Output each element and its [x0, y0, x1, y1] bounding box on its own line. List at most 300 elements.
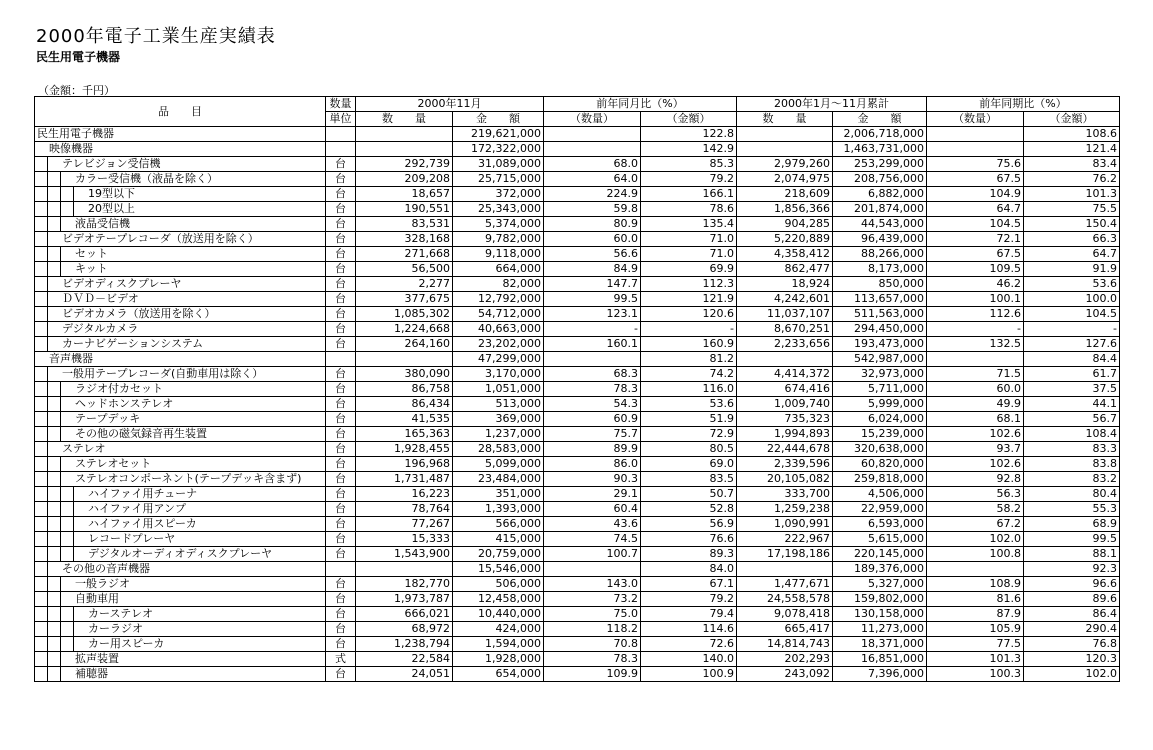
hierarchy-indent [47, 247, 60, 261]
month-ratio-amount-cell: 83.5 [641, 472, 737, 487]
month-qty-cell: 666,021 [356, 607, 453, 622]
hierarchy-indent [47, 667, 60, 681]
header-cum-ratio-qty: （数量） [927, 112, 1024, 127]
hierarchy-indent [35, 187, 47, 201]
month-amount-cell: 54,712,000 [453, 307, 544, 322]
item-name-cell [35, 232, 326, 247]
item-name: カラー受信機（液晶を除く） [75, 172, 218, 185]
cum-ratio-amount-cell: 56.7 [1024, 412, 1120, 427]
hierarchy-indent [47, 607, 60, 621]
cum-qty-cell [737, 562, 833, 577]
hierarchy-indent [60, 247, 73, 261]
cum-ratio-amount-cell: 121.4 [1024, 142, 1120, 157]
item-name-cell [35, 337, 326, 352]
cum-ratio-qty-cell: 104.5 [927, 217, 1024, 232]
cum-amount-cell: 6,593,000 [833, 517, 927, 532]
cum-amount-cell: 22,959,000 [833, 502, 927, 517]
month-ratio-qty-cell: 118.2 [544, 622, 641, 637]
cum-ratio-amount-cell: 55.3 [1024, 502, 1120, 517]
item-name: カーナビゲーションシステム [62, 337, 204, 350]
item-name-cell [35, 622, 326, 637]
month-amount-cell: 372,000 [453, 187, 544, 202]
cum-ratio-qty-cell: 49.9 [927, 397, 1024, 412]
month-amount-cell: 1,928,000 [453, 652, 544, 667]
hierarchy-indent [47, 442, 60, 456]
month-qty-cell: 380,090 [356, 367, 453, 382]
cum-ratio-qty-cell: 75.6 [927, 157, 1024, 172]
month-ratio-qty-cell: 68.3 [544, 367, 641, 382]
item-name: ビデオカメラ（放送用を除く） [62, 307, 216, 320]
unit-cell: 台 [326, 637, 356, 652]
item-name: 一般ラジオ [75, 577, 130, 590]
month-amount-cell: 566,000 [453, 517, 544, 532]
cum-ratio-amount-cell: 91.9 [1024, 262, 1120, 277]
unit-cell: 台 [326, 337, 356, 352]
month-ratio-amount-cell: 85.3 [641, 157, 737, 172]
table-row [35, 367, 1120, 382]
hierarchy-indent [35, 397, 47, 411]
month-ratio-amount-cell: 135.4 [641, 217, 737, 232]
month-qty-cell [356, 352, 453, 367]
table-row [35, 397, 1120, 412]
month-ratio-amount-cell: 78.6 [641, 202, 737, 217]
cum-qty-cell [737, 127, 833, 142]
cum-amount-cell: 18,371,000 [833, 637, 927, 652]
cum-qty-cell: 1,090,991 [737, 517, 833, 532]
cum-qty-cell: 1,477,671 [737, 577, 833, 592]
table-row [35, 247, 1120, 262]
month-ratio-amount-cell: 140.0 [641, 652, 737, 667]
unit-cell: 台 [326, 487, 356, 502]
item-name-cell [35, 637, 326, 652]
cum-qty-cell: 20,105,082 [737, 472, 833, 487]
month-ratio-amount-cell: 76.6 [641, 532, 737, 547]
cum-qty-cell: 9,078,418 [737, 607, 833, 622]
month-ratio-qty-cell: 60.9 [544, 412, 641, 427]
item-name-cell [35, 292, 326, 307]
month-amount-cell: 9,782,000 [453, 232, 544, 247]
cum-ratio-amount-cell: 108.6 [1024, 127, 1120, 142]
hierarchy-indent [60, 547, 73, 561]
month-qty-cell: 1,224,668 [356, 322, 453, 337]
cum-qty-cell: 8,670,251 [737, 322, 833, 337]
cum-ratio-amount-cell: 44.1 [1024, 397, 1120, 412]
cum-ratio-amount-cell: 99.5 [1024, 532, 1120, 547]
cum-ratio-qty-cell: 67.2 [927, 517, 1024, 532]
item-name: ビデオテープレコーダ（放送用を除く） [62, 232, 259, 245]
header-item: 品 目 [35, 97, 326, 127]
unit-cell: 台 [326, 322, 356, 337]
month-qty-cell: 182,770 [356, 577, 453, 592]
month-amount-cell: 1,237,000 [453, 427, 544, 442]
hierarchy-indent [35, 232, 47, 246]
hierarchy-indent [60, 457, 73, 471]
hierarchy-indent [35, 157, 47, 171]
cum-ratio-amount-cell: 83.8 [1024, 457, 1120, 472]
item-name: ハイファイ用アンプ [88, 502, 187, 515]
unit-cell: 台 [326, 367, 356, 382]
cum-ratio-qty-cell: 100.1 [927, 292, 1024, 307]
cum-ratio-amount-cell: 83.4 [1024, 157, 1120, 172]
hierarchy-indent [60, 487, 73, 501]
month-amount-cell: 23,484,000 [453, 472, 544, 487]
month-qty-cell: 86,434 [356, 397, 453, 412]
item-name-cell [35, 187, 326, 202]
table-row [35, 502, 1120, 517]
item-name: 液晶受信機 [75, 217, 130, 230]
item-name-cell [35, 532, 326, 547]
table-row [35, 442, 1120, 457]
hierarchy-indent [35, 382, 47, 396]
month-ratio-amount-cell: 52.8 [641, 502, 737, 517]
table-row [35, 547, 1120, 562]
table-row [35, 637, 1120, 652]
item-name: デジタルオーディオディスクプレーヤ [88, 547, 273, 560]
item-name-cell [35, 127, 326, 142]
cum-amount-cell: 5,615,000 [833, 532, 927, 547]
item-name: ＤＶＤ－ビデオ [62, 292, 139, 305]
cum-qty-cell: 904,285 [737, 217, 833, 232]
cum-ratio-amount-cell: 108.4 [1024, 427, 1120, 442]
hierarchy-indent [35, 367, 47, 381]
table-row [35, 127, 1120, 142]
cum-ratio-amount-cell: 53.6 [1024, 277, 1120, 292]
cum-ratio-amount-cell: 61.7 [1024, 367, 1120, 382]
cum-ratio-amount-cell: 64.7 [1024, 247, 1120, 262]
month-ratio-qty-cell: 60.4 [544, 502, 641, 517]
unit-cell: 台 [326, 442, 356, 457]
cum-ratio-qty-cell: 102.6 [927, 427, 1024, 442]
cum-ratio-qty-cell: 67.5 [927, 247, 1024, 262]
cum-qty-cell: 14,814,743 [737, 637, 833, 652]
hierarchy-indent [47, 232, 60, 246]
month-amount-cell: 25,343,000 [453, 202, 544, 217]
hierarchy-indent [35, 622, 47, 636]
cum-qty-cell: 4,414,372 [737, 367, 833, 382]
item-name-cell [35, 202, 326, 217]
month-amount-cell: 3,170,000 [453, 367, 544, 382]
month-qty-cell: 1,085,302 [356, 307, 453, 322]
hierarchy-indent [47, 487, 60, 501]
month-qty-cell: 18,657 [356, 187, 453, 202]
table-row [35, 517, 1120, 532]
cum-qty-cell: 202,293 [737, 652, 833, 667]
item-name: その他の磁気録音再生装置 [75, 427, 207, 440]
item-name: ラジオ付カセット [75, 382, 163, 395]
header-month-qty: 数 量 [356, 112, 453, 127]
hierarchy-indent [60, 532, 73, 546]
hierarchy-indent [35, 457, 47, 471]
month-qty-cell: 56,500 [356, 262, 453, 277]
month-ratio-qty-cell: 143.0 [544, 577, 641, 592]
item-name: カーステレオ [88, 607, 154, 620]
cum-ratio-amount-cell: 127.6 [1024, 337, 1120, 352]
item-name-cell [35, 547, 326, 562]
unit-cell: 台 [326, 157, 356, 172]
month-ratio-amount-cell: 120.6 [641, 307, 737, 322]
production-table [34, 96, 1120, 682]
hierarchy-indent [35, 202, 47, 216]
item-name-cell [35, 487, 326, 502]
month-ratio-qty-cell: 99.5 [544, 292, 641, 307]
cum-amount-cell: 15,239,000 [833, 427, 927, 442]
cum-ratio-amount-cell: 86.4 [1024, 607, 1120, 622]
item-name: デジタルカメラ [62, 322, 139, 335]
unit-cell: 台 [326, 397, 356, 412]
cum-ratio-qty-cell: 92.8 [927, 472, 1024, 487]
item-name-cell [35, 652, 326, 667]
month-ratio-amount-cell: 160.9 [641, 337, 737, 352]
month-ratio-amount-cell: 53.6 [641, 397, 737, 412]
month-ratio-qty-cell: 54.3 [544, 397, 641, 412]
header-cum-qty: 数 量 [737, 112, 833, 127]
hierarchy-indent [60, 382, 73, 396]
item-name-cell [35, 577, 326, 592]
cum-ratio-qty-cell: 100.8 [927, 547, 1024, 562]
hierarchy-indent [73, 547, 86, 561]
hierarchy-indent [35, 547, 47, 561]
cum-ratio-qty-cell: 132.5 [927, 337, 1024, 352]
month-qty-cell: 68,972 [356, 622, 453, 637]
month-amount-cell: 172,322,000 [453, 142, 544, 157]
cum-amount-cell: 320,638,000 [833, 442, 927, 457]
table-row [35, 157, 1120, 172]
cum-qty-cell: 2,233,656 [737, 337, 833, 352]
unit-cell: 台 [326, 622, 356, 637]
item-name: テープデッキ [75, 412, 141, 425]
month-ratio-amount-cell: 69.9 [641, 262, 737, 277]
month-qty-cell: 22,584 [356, 652, 453, 667]
unit-cell: 台 [326, 577, 356, 592]
cum-ratio-amount-cell: 88.1 [1024, 547, 1120, 562]
cum-ratio-qty-cell: 56.3 [927, 487, 1024, 502]
item-name: 自動車用 [75, 592, 119, 605]
hierarchy-indent [35, 502, 47, 516]
month-ratio-qty-cell: 78.3 [544, 652, 641, 667]
month-qty-cell [356, 142, 453, 157]
month-ratio-qty-cell: 160.1 [544, 337, 641, 352]
cum-ratio-qty-cell: 108.9 [927, 577, 1024, 592]
cum-ratio-qty-cell: 67.5 [927, 172, 1024, 187]
cum-amount-cell: 193,473,000 [833, 337, 927, 352]
cum-ratio-qty-cell: 87.9 [927, 607, 1024, 622]
month-ratio-qty-cell: 90.3 [544, 472, 641, 487]
item-name: ビデオディスクプレーヤ [62, 277, 182, 290]
unit-cell: 台 [326, 262, 356, 277]
cum-amount-cell: 8,173,000 [833, 262, 927, 277]
month-ratio-amount-cell: 74.2 [641, 367, 737, 382]
unit-cell: 台 [326, 667, 356, 682]
month-ratio-qty-cell [544, 142, 641, 157]
item-name-cell [35, 472, 326, 487]
month-ratio-amount-cell: 114.6 [641, 622, 737, 637]
cum-amount-cell: 88,266,000 [833, 247, 927, 262]
item-name: 音声機器 [49, 352, 93, 365]
hierarchy-indent [47, 382, 60, 396]
month-amount-cell: 20,759,000 [453, 547, 544, 562]
unit-cell: 台 [326, 412, 356, 427]
hierarchy-indent [60, 397, 73, 411]
month-ratio-qty-cell: 100.7 [544, 547, 641, 562]
table-row [35, 457, 1120, 472]
hierarchy-indent [47, 202, 60, 216]
cum-qty-cell: 22,444,678 [737, 442, 833, 457]
cum-amount-cell: 201,874,000 [833, 202, 927, 217]
hierarchy-indent [73, 532, 86, 546]
month-amount-cell: 369,000 [453, 412, 544, 427]
hierarchy-indent [47, 337, 60, 351]
table-row [35, 607, 1120, 622]
item-name-cell [35, 607, 326, 622]
month-ratio-qty-cell: 43.6 [544, 517, 641, 532]
item-name: 一般用テープレコーダ(自動車用は除く） [62, 367, 264, 380]
item-name-cell [35, 592, 326, 607]
hierarchy-indent [47, 577, 60, 591]
item-name-cell [35, 262, 326, 277]
month-ratio-amount-cell: 121.9 [641, 292, 737, 307]
hierarchy-indent [47, 322, 60, 336]
month-amount-cell: 219,621,000 [453, 127, 544, 142]
item-name: ハイファイ用スピーカ [88, 517, 197, 530]
month-amount-cell: 513,000 [453, 397, 544, 412]
item-name-cell [35, 502, 326, 517]
cum-ratio-qty-cell: 104.9 [927, 187, 1024, 202]
month-qty-cell: 83,531 [356, 217, 453, 232]
month-qty-cell [356, 127, 453, 142]
month-qty-cell: 86,758 [356, 382, 453, 397]
table-row [35, 172, 1120, 187]
cum-amount-cell: 5,999,000 [833, 397, 927, 412]
month-ratio-amount-cell: 56.9 [641, 517, 737, 532]
cum-amount-cell: 5,327,000 [833, 577, 927, 592]
month-qty-cell: 16,223 [356, 487, 453, 502]
hierarchy-indent [47, 412, 60, 426]
month-qty-cell: 271,668 [356, 247, 453, 262]
month-ratio-qty-cell [544, 562, 641, 577]
month-amount-cell: 82,000 [453, 277, 544, 292]
month-ratio-qty-cell: 73.2 [544, 592, 641, 607]
month-qty-cell: 292,739 [356, 157, 453, 172]
unit-cell [326, 352, 356, 367]
item-name: レコードプレーヤ [88, 532, 176, 545]
unit-cell: 台 [326, 172, 356, 187]
hierarchy-indent [47, 172, 60, 186]
month-qty-cell: 77,267 [356, 517, 453, 532]
month-qty-cell: 196,968 [356, 457, 453, 472]
month-ratio-qty-cell: 64.0 [544, 172, 641, 187]
month-ratio-qty-cell: 75.7 [544, 427, 641, 442]
hierarchy-indent [47, 217, 60, 231]
table-row [35, 487, 1120, 502]
cum-qty-cell: 4,358,412 [737, 247, 833, 262]
cum-qty-cell: 2,339,596 [737, 457, 833, 472]
cum-qty-cell: 222,967 [737, 532, 833, 547]
month-amount-cell: 654,000 [453, 667, 544, 682]
table-row [35, 622, 1120, 637]
unit-cell: 台 [326, 547, 356, 562]
cum-ratio-qty-cell: 81.6 [927, 592, 1024, 607]
month-amount-cell: 351,000 [453, 487, 544, 502]
month-ratio-qty-cell [544, 127, 641, 142]
month-ratio-amount-cell: 112.3 [641, 277, 737, 292]
table-row [35, 562, 1120, 577]
hierarchy-indent [47, 457, 60, 471]
cum-ratio-amount-cell: 83.2 [1024, 472, 1120, 487]
hierarchy-indent [35, 487, 47, 501]
month-ratio-qty-cell: 123.1 [544, 307, 641, 322]
cum-qty-cell [737, 142, 833, 157]
unit-cell: 台 [326, 187, 356, 202]
cum-ratio-qty-cell: 64.7 [927, 202, 1024, 217]
hierarchy-indent [73, 502, 86, 516]
month-amount-cell: 28,583,000 [453, 442, 544, 457]
cum-amount-cell: 220,145,000 [833, 547, 927, 562]
hierarchy-indent [35, 607, 47, 621]
cum-ratio-qty-cell: 105.9 [927, 622, 1024, 637]
cum-ratio-qty-cell: 112.6 [927, 307, 1024, 322]
hierarchy-indent [47, 517, 60, 531]
hierarchy-indent [47, 367, 60, 381]
hierarchy-indent [47, 277, 60, 291]
item-name-cell [35, 412, 326, 427]
hierarchy-indent [47, 307, 60, 321]
cum-amount-cell: 4,506,000 [833, 487, 927, 502]
item-name: 拡声装置 [75, 652, 119, 665]
cum-ratio-qty-cell: 71.5 [927, 367, 1024, 382]
cum-ratio-amount-cell: - [1024, 322, 1120, 337]
cum-amount-cell: 159,802,000 [833, 592, 927, 607]
unit-cell: 台 [326, 382, 356, 397]
month-ratio-qty-cell: 29.1 [544, 487, 641, 502]
item-name-cell [35, 217, 326, 232]
item-name: 20型以上 [88, 202, 135, 215]
hierarchy-indent [60, 172, 73, 186]
month-ratio-qty-cell: 68.0 [544, 157, 641, 172]
hierarchy-indent [47, 292, 60, 306]
hierarchy-indent [47, 187, 60, 201]
month-ratio-amount-cell: 142.9 [641, 142, 737, 157]
item-name: ステレオコンポーネント(テープデッキ含まず) [75, 472, 302, 485]
table-row [35, 667, 1120, 682]
item-name-cell [35, 517, 326, 532]
cum-qty-cell: 4,242,601 [737, 292, 833, 307]
month-ratio-qty-cell: - [544, 322, 641, 337]
unit-cell [326, 142, 356, 157]
unit-cell: 台 [326, 457, 356, 472]
hierarchy-indent [35, 427, 47, 441]
month-amount-cell: 15,546,000 [453, 562, 544, 577]
month-ratio-qty-cell: 75.0 [544, 607, 641, 622]
unit-cell: 台 [326, 202, 356, 217]
hierarchy-indent [73, 637, 86, 651]
header-cum-ratio-amount: （金額） [1024, 112, 1120, 127]
cum-qty-cell: 1,994,893 [737, 427, 833, 442]
month-ratio-amount-cell: 79.2 [641, 172, 737, 187]
month-ratio-amount-cell: 72.9 [641, 427, 737, 442]
table-row [35, 577, 1120, 592]
unit-cell: 台 [326, 472, 356, 487]
hierarchy-indent [60, 187, 73, 201]
month-qty-cell: 2,277 [356, 277, 453, 292]
hierarchy-indent [60, 607, 73, 621]
cum-qty-cell: 735,323 [737, 412, 833, 427]
cum-qty-cell [737, 352, 833, 367]
month-ratio-amount-cell: 71.0 [641, 247, 737, 262]
hierarchy-indent [35, 517, 47, 531]
month-qty-cell: 24,051 [356, 667, 453, 682]
month-ratio-amount-cell: 79.2 [641, 592, 737, 607]
unit-cell: 台 [326, 277, 356, 292]
